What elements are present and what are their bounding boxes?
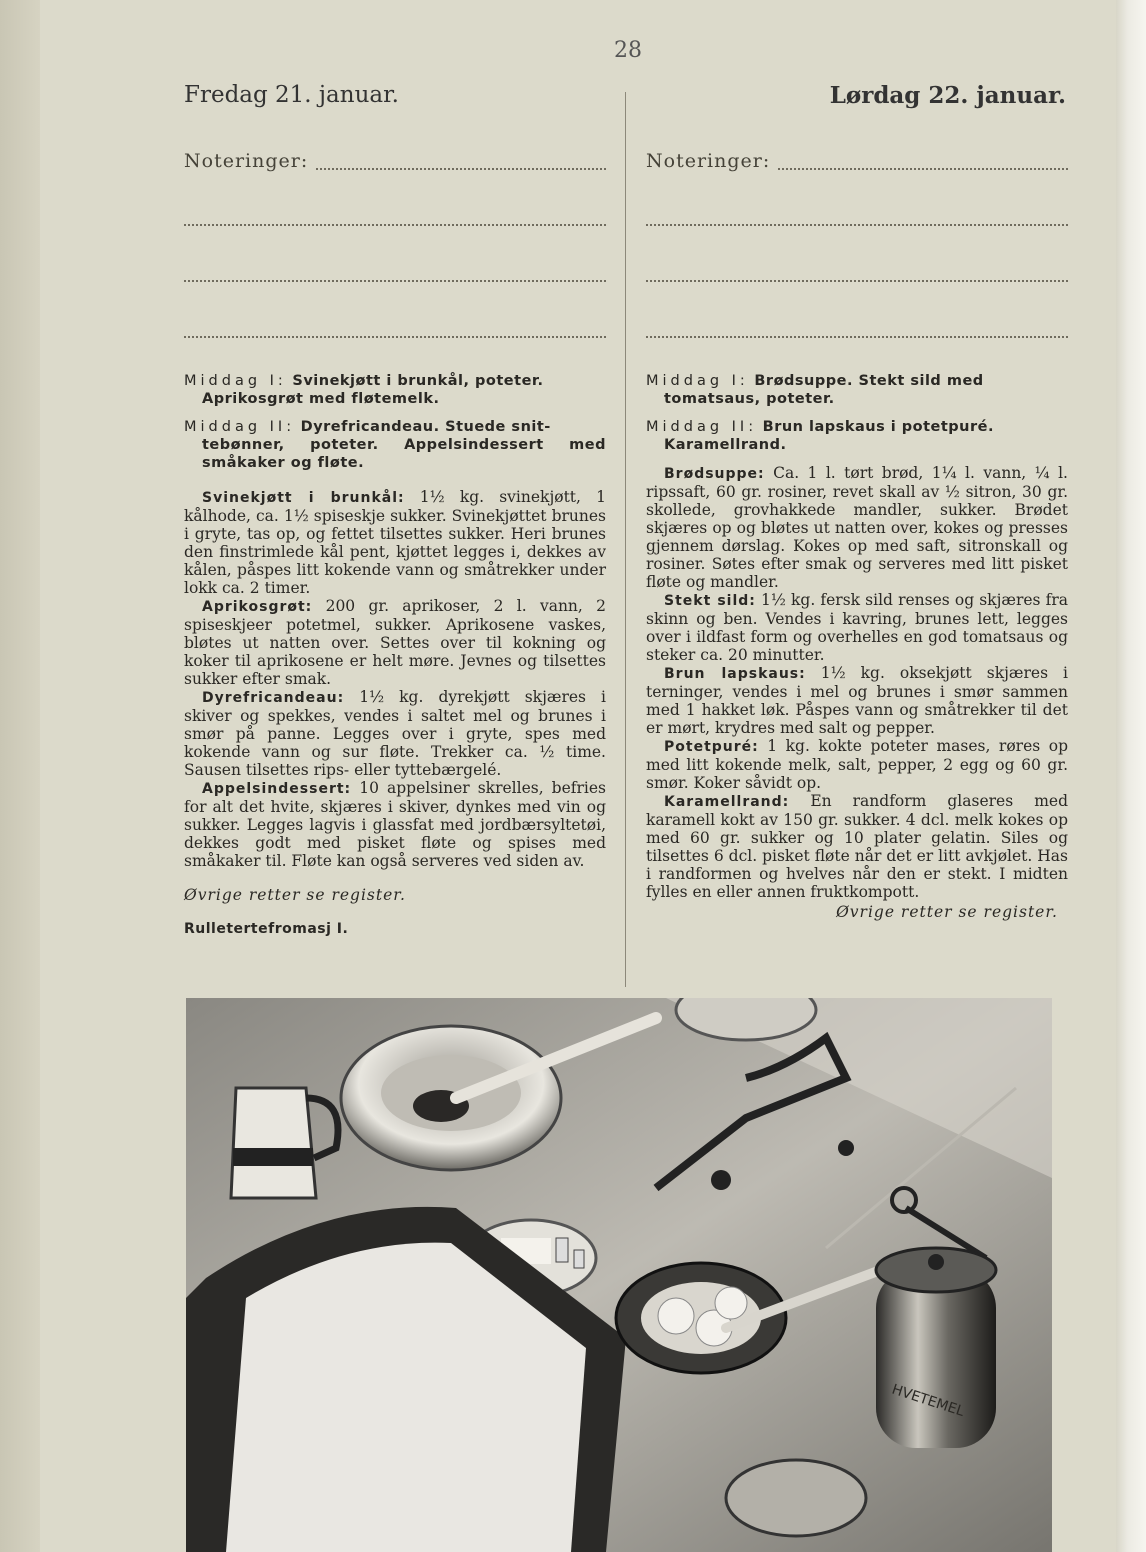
jug-stripe bbox=[233, 1148, 313, 1166]
recipe bbox=[184, 779, 606, 870]
menu-line bbox=[646, 418, 1068, 454]
menu-text-cont: Karamellrand. bbox=[664, 437, 787, 453]
recipe bbox=[646, 591, 1068, 664]
recipe bbox=[184, 488, 606, 597]
recipe-text: 1½ kg. svinekjøtt, 1 kålhode, ca. 1½ spiseskje sukker. Svinekjøttet brunes i gryte, tas op, og fettet tilsettes sukker. Heri brunes den finstrimlede kål pent, kjøttet legges i, dekkes av kålen, påspes litt kokende vann og småtrekker under lokk ca. 2 timer. bbox=[184, 488, 606, 597]
dotted-line bbox=[184, 318, 606, 338]
menu-line bbox=[184, 372, 606, 408]
other-dishes-note: Øvrige retter se register. bbox=[184, 886, 406, 904]
recipe-text: 10 appelsiner skrelles, befries for alt det hvite, skjæres i skiver, dynkes med vin og sukker. Legges lagvis i glassfat med jordbærsyltetøi, dekkes godt med pisket fløte og spises med småkaker til. Fløte kan også serveres ved siden av. bbox=[184, 779, 607, 870]
flour-tin bbox=[876, 1268, 996, 1448]
recipe-name: Karamellrand: bbox=[664, 794, 790, 810]
recipe bbox=[646, 464, 1068, 591]
dotted-line bbox=[646, 206, 1068, 226]
menu-label: Middag II: bbox=[184, 419, 296, 435]
recipe-text: 1½ kg. oksekjøtt skjæres i terninger, vendes i mel og brunes i smør sammen med 1 hakket løk. Påspes vann og småtrekker til det er mørt, krydres med salt og pepper. bbox=[646, 664, 1068, 737]
footer-recipe-ref: Rulletertefromasj I. bbox=[184, 921, 349, 937]
dotted-line bbox=[646, 318, 1068, 338]
left-day-heading: Fredag 21. januar. bbox=[184, 82, 399, 108]
left-recipes-column bbox=[184, 372, 606, 938]
recipe-text: 200 gr. aprikoser, 2 l. vann, 2 spiseskjeer potetmel, sukker. Aprikosene vaskes, bløtes ut natten over. Settes over til kokning og koker til aprikosene er helt møre. Jevnes og tilsettes sukker efter smak. bbox=[184, 597, 606, 688]
tin-knob bbox=[928, 1254, 944, 1270]
kitchen-photo-illustration bbox=[186, 998, 1052, 1552]
recipe-name: Stekt sild: bbox=[664, 593, 756, 609]
recipe bbox=[646, 737, 1068, 792]
note-line bbox=[646, 206, 1068, 262]
recipe-name: Svinekjøtt i brunkål: bbox=[202, 490, 405, 506]
page-gutter bbox=[0, 0, 40, 1552]
kitchen-photo bbox=[186, 998, 1052, 1552]
menu-label: Middag I: bbox=[646, 373, 749, 389]
menu-text: Svinekjøtt i brunkål, poteter. bbox=[292, 373, 544, 389]
recipe-name: Potetpuré: bbox=[664, 739, 759, 755]
small-bottle bbox=[556, 1238, 568, 1262]
tin-label: HVETEMEL bbox=[889, 1381, 967, 1421]
recipe-text: 1½ kg. fersk sild renses og skjæres fra skinn og ben. Vendes i kavring, brunes lett, legges over i ildfast form og overhelles en god tomatsaus og steker ca. 20 minutter. bbox=[646, 591, 1068, 664]
recipe-text: 1½ kg. dyrekjøtt skjæres i skiver og spekkes, vendes i saltet mel og brunes i smør på panne. Legges over i gryte, spes med kokende vann og sur fløte. Trekker ca. ½ time. Sausen tilsettes rips- eller tyttebærgelé. bbox=[184, 688, 606, 779]
recipe-name: Dyrefricandeau: bbox=[202, 690, 345, 706]
recipe-name: Appelsindessert: bbox=[202, 781, 352, 797]
note-line bbox=[646, 318, 1068, 374]
page-number: 28 bbox=[614, 38, 642, 63]
note-line bbox=[646, 150, 1068, 206]
menu-text-cont: tebønner, poteter. Appelsindessert med småkaker og fløte. bbox=[202, 437, 606, 471]
note-line bbox=[184, 206, 606, 262]
recipe-name: Aprikosgrøt: bbox=[202, 599, 313, 615]
small-bottle bbox=[574, 1250, 584, 1268]
milk-jug bbox=[231, 1088, 316, 1198]
dotted-line bbox=[778, 150, 1068, 170]
dotted-line bbox=[184, 262, 606, 282]
other-dishes-note: Øvrige retter se register. bbox=[836, 903, 1058, 921]
menu-label: Middag II: bbox=[646, 419, 758, 435]
menu-text: Dyrefricandeau. Stuede snit- bbox=[300, 419, 551, 435]
menu-text-cont: Aprikosgrøt med fløtemelk. bbox=[202, 391, 440, 407]
recipe bbox=[184, 597, 606, 688]
note-line bbox=[184, 262, 606, 318]
dotted-line bbox=[316, 150, 606, 170]
note-line bbox=[184, 150, 606, 206]
small-bowl bbox=[726, 1460, 866, 1536]
menu-line bbox=[646, 372, 1068, 408]
recipe-text: Ca. 1 l. tørt brød, 1¼ l. vann, ¼ l. ripssaft, 60 gr. rosiner, revet skall av ½ sitron, 30 gr. skollede, grovhakkede mandler, sukker. Brødet skjæres op og bløtes ut natten over, kokes og presses gjennem dørslag. Kokes op med saft, sitronskall og rosiner. Søtes efter smak og serveres med litt pisket fløte og mandler. bbox=[646, 464, 1068, 591]
notes-label: Noteringer: bbox=[184, 150, 309, 172]
recipe-name: Brun lapskaus: bbox=[664, 666, 806, 682]
recipe bbox=[646, 664, 1068, 737]
menu-text-cont: tomatsaus, poteter. bbox=[664, 391, 835, 407]
menu-label: Middag I: bbox=[184, 373, 287, 389]
dotted-line bbox=[646, 262, 1068, 282]
scale-foot bbox=[711, 1170, 731, 1190]
menu-line bbox=[184, 418, 606, 472]
note-line bbox=[646, 262, 1068, 318]
scale-foot bbox=[838, 1140, 854, 1156]
recipe bbox=[646, 792, 1068, 901]
right-recipes-column bbox=[646, 372, 1068, 921]
notes-left bbox=[184, 150, 606, 374]
recipe-name: Brødsuppe: bbox=[664, 466, 765, 482]
menu-text: Brun lapskaus i potetpuré. bbox=[762, 419, 994, 435]
column-divider bbox=[625, 92, 626, 987]
recipe bbox=[184, 688, 606, 779]
recipe-text: En randform glaseres med karamell kokt av 150 gr. sukker. 4 dcl. melk kokes op med 60 gr. sukker og 10 plater gelatin. Siles og tilsettes 6 dcl. pisket fløte når det er litt avkjølet. Has i randformen og hvelves når den er stekt. I midten fylles en eller annen fruktkompott. bbox=[646, 792, 1068, 901]
egg bbox=[658, 1298, 694, 1334]
menu-text: Brødsuppe. Stekt sild med bbox=[754, 373, 984, 389]
notes-label: Noteringer: bbox=[646, 150, 771, 172]
egg bbox=[715, 1287, 747, 1319]
right-day-heading: Lørdag 22. januar. bbox=[829, 82, 1066, 109]
notes-right bbox=[646, 150, 1068, 374]
book-spine bbox=[1116, 0, 1146, 1552]
dotted-line bbox=[184, 206, 606, 226]
note-line bbox=[184, 318, 606, 374]
recipe-text: 1 kg. kokte poteter mases, røres op med litt kokende melk, salt, pepper, 2 egg og 60 gr. smør. Koker såvidt op. bbox=[646, 737, 1068, 792]
